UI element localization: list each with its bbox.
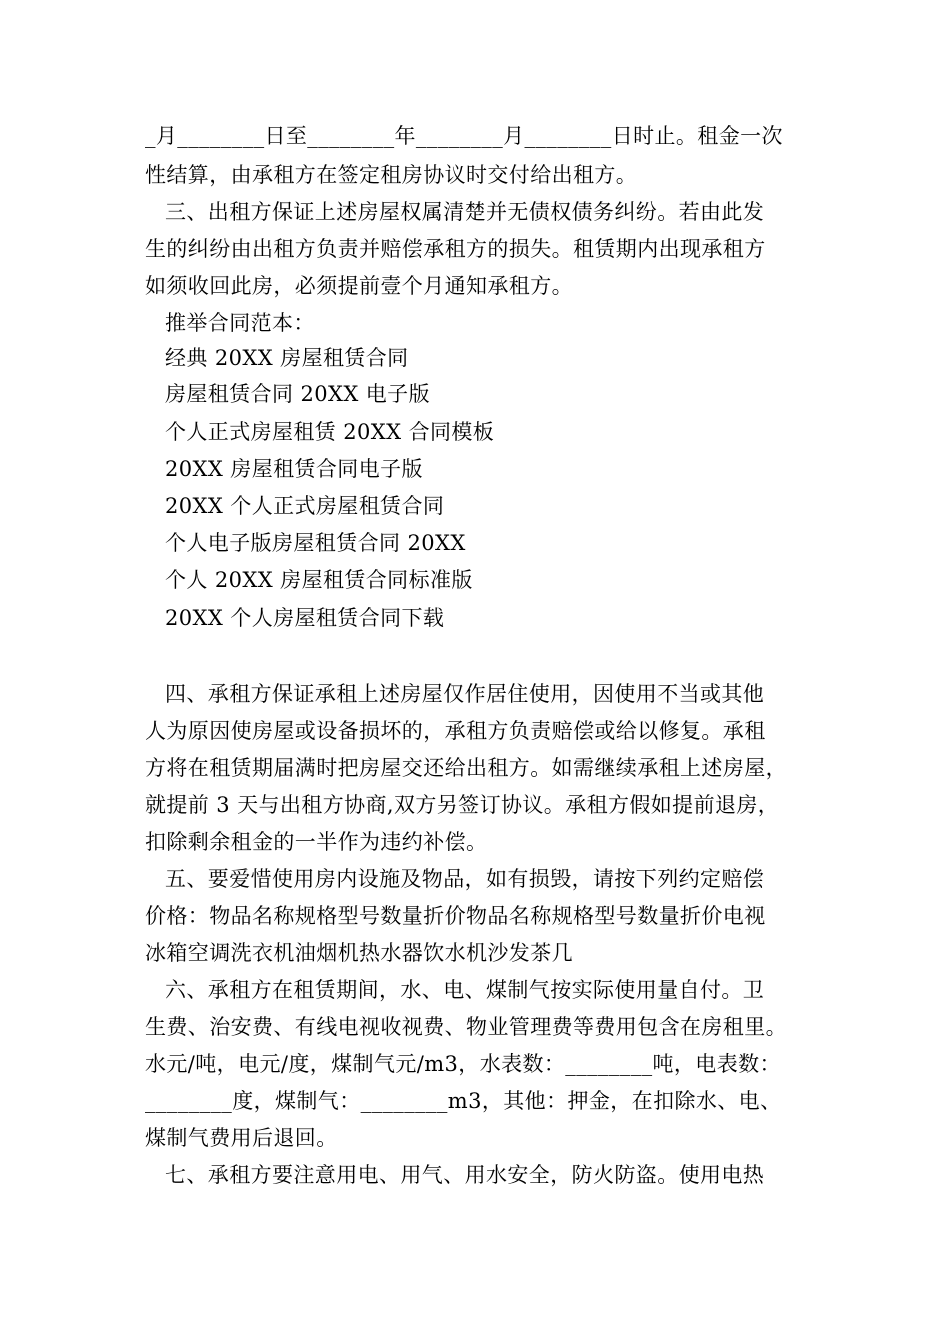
text-line: 五、要爱惜使用房内设施及物品，如有损毁，请按下列约定赔偿 [165, 867, 765, 891]
list-item: 个人正式房屋租赁 20XX 合同模板 [165, 420, 495, 444]
list-item: 个人 20XX 房屋租赁合同标准版 [165, 568, 473, 592]
text-line: 如须收回此房，必须提前壹个月通知承租方。 [145, 274, 573, 298]
text-line: 水元/吨，电元/度，煤制气元/m3，水表数：________吨，电表数： [145, 1052, 781, 1076]
text-line: 就提前 3 天与出租方协商,双方另签订协议。承租方假如提前退房， [145, 793, 780, 817]
text-line: 方将在租赁期届满时把房屋交还给出租方。如需继续承租上述房屋， [145, 756, 787, 780]
text-line: 人为原因使房屋或设备损坏的，承租方负责赔偿或给以修复。承租 [145, 719, 766, 743]
text-line: 冰箱空调洗衣机油烟机热水器饮水机沙发茶几 [145, 941, 573, 965]
list-item: 经典 20XX 房屋租赁合同 [165, 346, 409, 370]
text-line: 价格：物品名称规格型号数量折价物品名称规格型号数量折价电视 [145, 904, 766, 928]
list-item: 房屋租赁合同 20XX 电子版 [165, 382, 430, 406]
text-line: 六、承租方在租赁期间，水、电、煤制气按实际使用量自付。卫 [165, 978, 765, 1002]
text-line: 性结算，由承租方在签定租房协议时交付给出租方。 [145, 163, 638, 187]
text-line: 四、承租方保证承租上述房屋仅作居住使用，因使用不当或其他 [165, 682, 765, 706]
text-line: 三、出租方保证上述房屋权属清楚并无债权债务纠纷。若由此发 [165, 200, 765, 224]
text-line: _月________日至________年________月________日时止。租金一次 [145, 124, 783, 148]
text-line: 七、承租方要注意用电、用气、用水安全，防火防盗。使用电热 [165, 1163, 765, 1187]
text-line: 生费、治安费、有线电视收视费、物业管理费等费用包含在房租里。 [145, 1015, 787, 1039]
text-line: 扣除剩余租金的一半作为违约补偿。 [145, 830, 488, 854]
list-item: 20XX 房屋租赁合同电子版 [165, 457, 423, 481]
list-item: 个人电子版房屋租赁合同 20XX [165, 531, 466, 555]
text-line: 推举合同范本： [165, 311, 315, 335]
text-line: 煤制气费用后退回。 [145, 1126, 338, 1150]
list-item: 20XX 个人正式房屋租赁合同 [165, 494, 445, 518]
text-line: ________度，煤制气：________m3，其他：押金，在扣除水、电、 [145, 1089, 782, 1113]
list-item: 20XX 个人房屋租赁合同下载 [165, 606, 445, 630]
text-line: 生的纠纷由出租方负责并赔偿承租方的损失。租赁期内出现承租方 [145, 237, 766, 261]
